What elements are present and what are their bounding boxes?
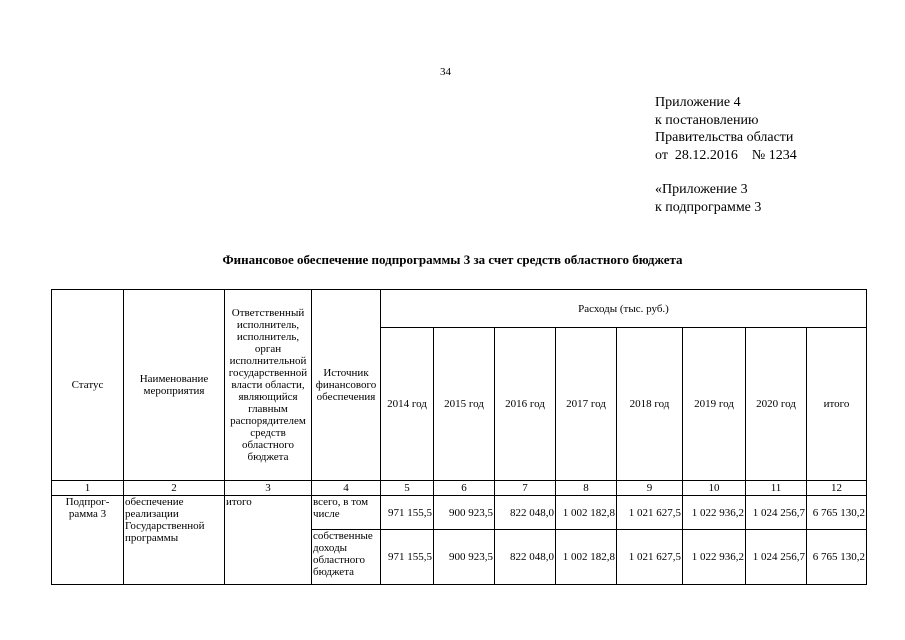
header-status: Статус	[52, 290, 124, 481]
column-number: 11	[746, 481, 807, 496]
column-number: 3	[225, 481, 312, 496]
row-source: всего, в том числе	[312, 496, 381, 530]
appendix-line: Приложение 4	[655, 95, 741, 110]
column-number-row	[52, 481, 867, 496]
header-year: 2014 год	[381, 328, 434, 481]
row-value: 822 048,0	[495, 496, 556, 530]
row-responsible: итого	[225, 496, 312, 585]
row-value: 900 923,5	[434, 530, 495, 585]
header-year: 2016 год	[495, 328, 556, 481]
row-value: 6 765 130,2	[807, 496, 867, 530]
row-value: 1 021 627,5	[617, 530, 683, 585]
header-year: 2017 год	[556, 328, 617, 481]
row-value: 971 155,5	[381, 496, 434, 530]
row-value: 1 022 936,2	[683, 496, 746, 530]
header-year: 2019 год	[683, 328, 746, 481]
row-value: 1 022 936,2	[683, 530, 746, 585]
header-year: 2015 год	[434, 328, 495, 481]
financing-table	[51, 289, 867, 585]
document-title: Финансовое обеспечение подпрограммы 3 за счет средств областного бюджета	[222, 252, 683, 267]
appendix-header	[655, 94, 797, 216]
column-number: 1	[52, 481, 124, 496]
header-name: Наименование мероприятия	[124, 290, 225, 481]
row-value: 822 048,0	[495, 530, 556, 585]
appendix-subline: «Приложение 3	[655, 182, 748, 197]
column-number: 7	[495, 481, 556, 496]
row-value: 1 002 182,8	[556, 530, 617, 585]
page-number: 34	[440, 66, 451, 78]
row-value: 1 024 256,7	[746, 496, 807, 530]
column-number: 12	[807, 481, 867, 496]
row-name: обеспечение реализации Государственной программы	[124, 496, 225, 585]
appendix-subline: к подпрограмме 3	[655, 199, 762, 215]
appendix-line: от 28.12.2016 № 1234	[655, 147, 797, 163]
header-responsible: Ответственный исполнитель, исполнитель, орган исполнительной государственной власти области, являющийся главным распорядителем средств областного бюджета	[225, 290, 312, 481]
column-number: 9	[617, 481, 683, 496]
table-row	[52, 496, 867, 530]
column-number: 8	[556, 481, 617, 496]
row-value: 971 155,5	[381, 530, 434, 585]
column-number: 6	[434, 481, 495, 496]
column-number: 5	[381, 481, 434, 496]
row-source: собственные доходы областного бюджета	[312, 530, 381, 585]
appendix-line: к постановлению	[655, 112, 759, 128]
column-number: 10	[683, 481, 746, 496]
header-source: Источник финансового обеспечения	[312, 290, 381, 481]
header-year: 2020 год	[746, 328, 807, 481]
row-value: 900 923,5	[434, 496, 495, 530]
row-value: 1 002 182,8	[556, 496, 617, 530]
header-expenses: Расходы (тыс. руб.)	[381, 290, 867, 328]
row-value: 6 765 130,2	[807, 530, 867, 585]
column-number: 4	[312, 481, 381, 496]
row-status: Подпрог-рамма 3	[52, 496, 124, 585]
appendix-line: Правительства области	[655, 130, 794, 145]
header-total: итого	[807, 328, 867, 481]
column-number: 2	[124, 481, 225, 496]
row-value: 1 024 256,7	[746, 530, 807, 585]
header-year: 2018 год	[617, 328, 683, 481]
row-value: 1 021 627,5	[617, 496, 683, 530]
